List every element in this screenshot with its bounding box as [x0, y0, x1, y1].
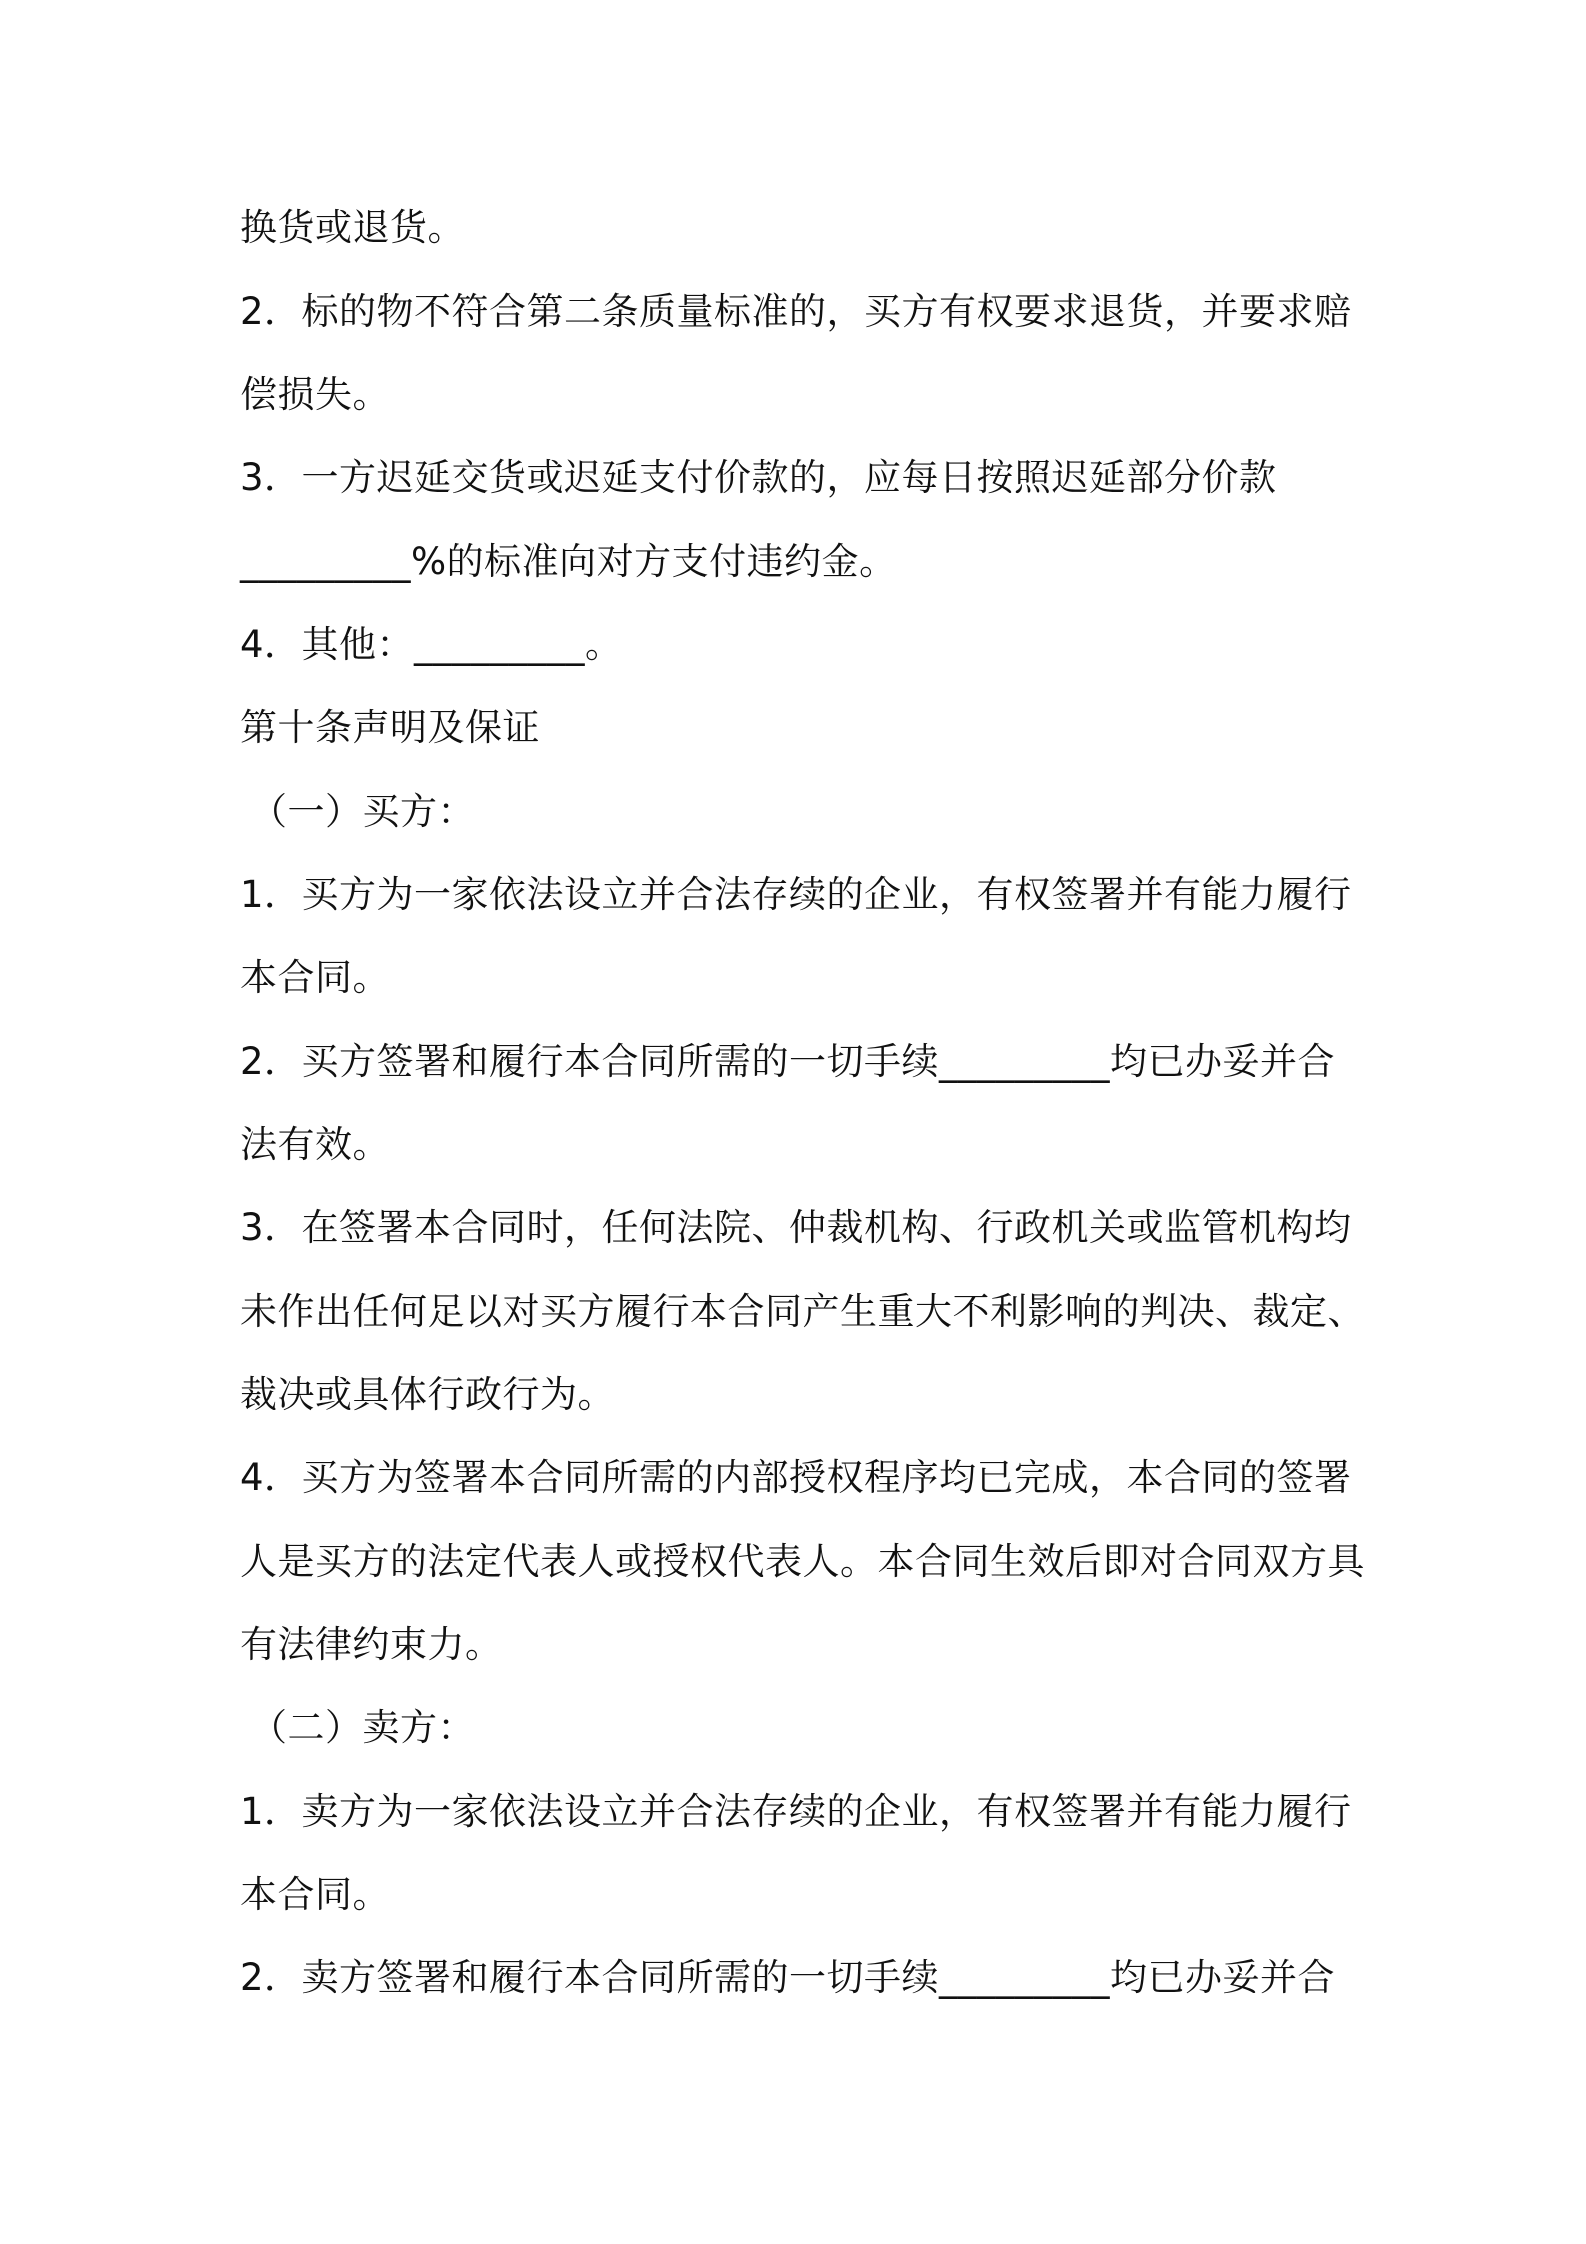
text-line: 4．买方为签署本合同所需的内部授权程序均已完成，本合同的签署 [240, 1456, 1352, 1499]
text-line: 2．买方签署和履行本合同所需的一切手续_________均已办妥并合 [240, 1040, 1336, 1083]
text-line: 本合同。 [240, 956, 390, 999]
text-line: 换货或退货。 [240, 206, 465, 249]
text-line: 法有效。 [240, 1123, 390, 1166]
text-line: _________%的标准向对方支付违约金。 [240, 540, 897, 583]
text-line: 有法律约束力。 [240, 1623, 503, 1666]
text-line: 人是买方的法定代表人或授权代表人。本合同生效后即对合同双方具 [240, 1540, 1365, 1583]
text-line: 2．标的物不符合第二条质量标准的，买方有权要求退货，并要求赔 [240, 290, 1352, 333]
text-line: 1．卖方为一家依法设立并合法存续的企业，有权签署并有能力履行 [240, 1790, 1352, 1833]
subsection-heading: （二）卖方： [250, 1706, 475, 1749]
text-line: 3．一方迟延交货或迟延支付价款的，应每日按照迟延部分价款 [240, 456, 1277, 499]
text-line: 未作出任何足以对买方履行本合同产生重大不利影响的判决、裁定、 [240, 1290, 1365, 1333]
text-line: 1．买方为一家依法设立并合法存续的企业，有权签署并有能力履行 [240, 873, 1352, 916]
text-line: 偿损失。 [240, 373, 390, 416]
text-line: 2．卖方签署和履行本合同所需的一切手续_________均已办妥并合 [240, 1956, 1336, 1999]
section-heading: 第十条声明及保证 [240, 706, 540, 749]
text-line: 3．在签署本合同时，任何法院、仲裁机构、行政机关或监管机构均 [240, 1206, 1352, 1249]
text-line: 4．其他：_________。 [240, 623, 623, 666]
text-line: 裁决或具体行政行为。 [240, 1373, 615, 1416]
text-line: 本合同。 [240, 1873, 390, 1916]
subsection-heading: （一）买方： [250, 790, 475, 833]
